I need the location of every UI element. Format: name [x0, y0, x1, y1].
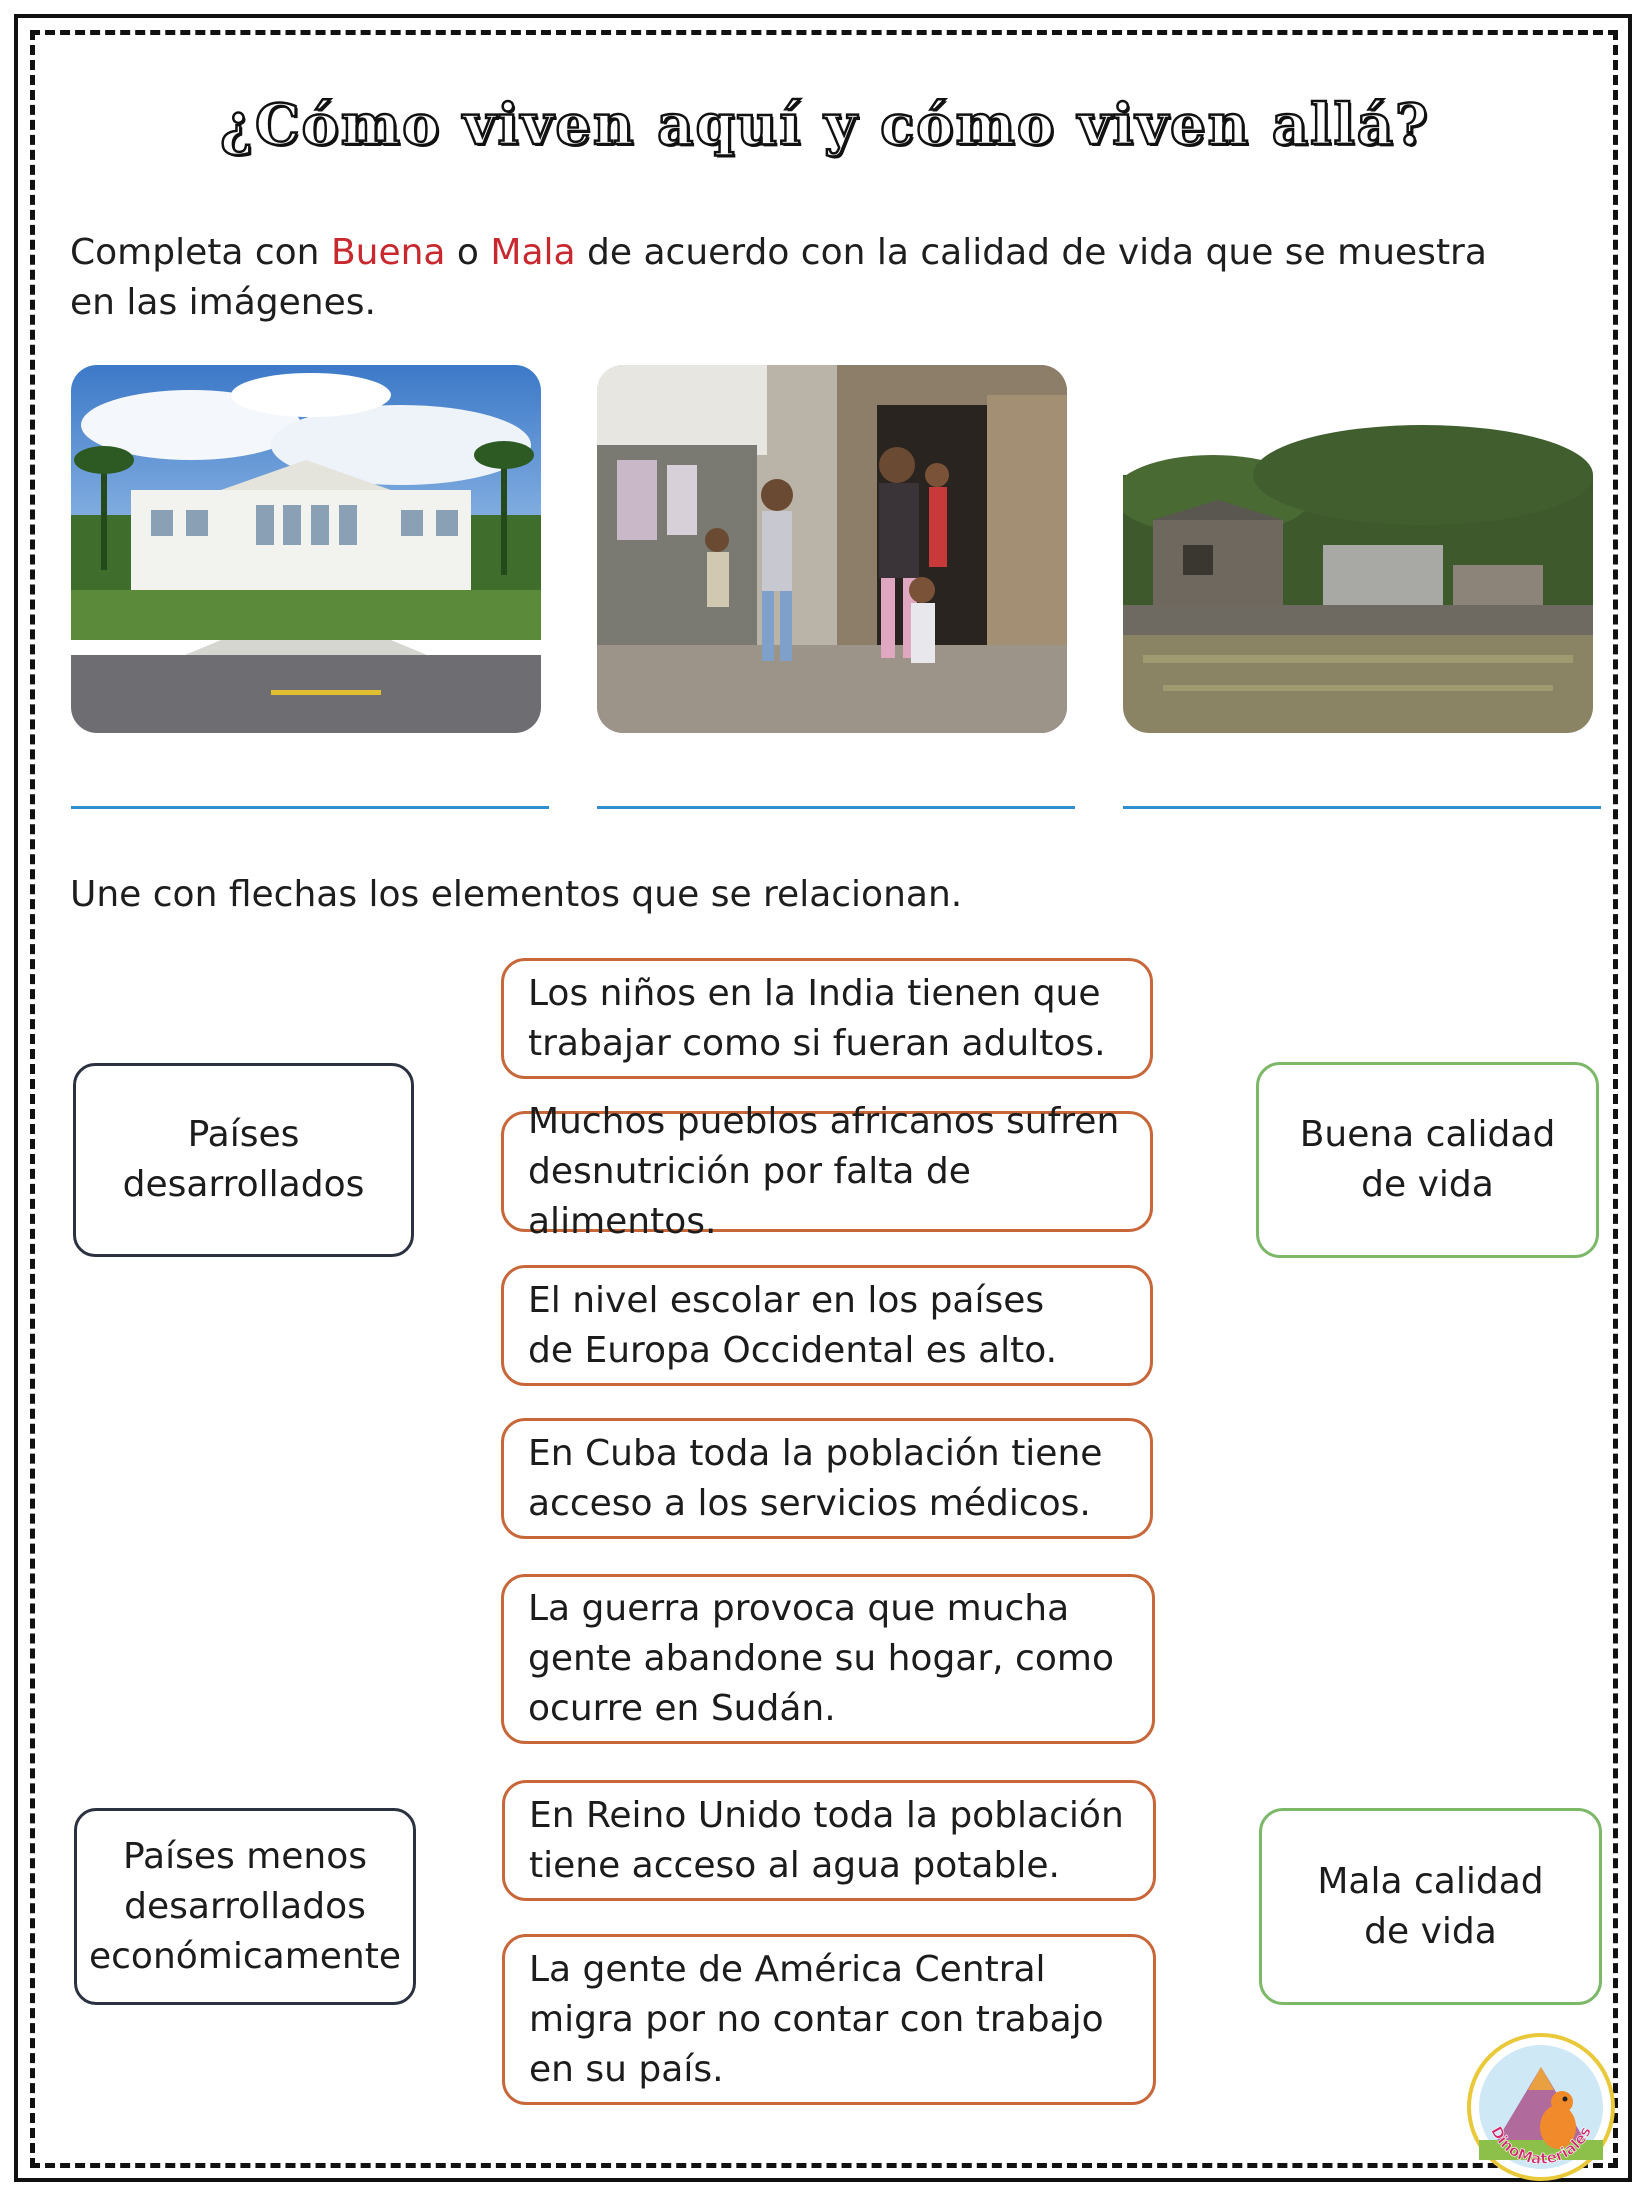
statement-line: En Cuba toda la población tiene [528, 1432, 1103, 1474]
statement-line: migra por no contar con trabajo [529, 1998, 1104, 2040]
statement-line: ocurre en Sudán. [528, 1688, 836, 1729]
answer-line-1[interactable] [71, 806, 549, 809]
statement-line: trabajar como si fueran adultos. [528, 1022, 1106, 1064]
answer-line-2[interactable] [597, 806, 1075, 809]
statement-line: La gente de América Central [529, 1948, 1046, 1990]
statement-box-5[interactable] [501, 1574, 1155, 1744]
statement-box-1[interactable] [501, 958, 1153, 1079]
instruction-text: Completa con [70, 232, 331, 273]
logo-text: DinoMateriales [1487, 2123, 1595, 2168]
statement-line: Los niños en la India tienen que [528, 972, 1101, 1014]
box-text-line: Países [187, 1114, 300, 1155]
box-text-line: de vida [1361, 1164, 1494, 1205]
dinomateriales-logo [1466, 2032, 1616, 2182]
right-box-good-quality[interactable] [1256, 1062, 1599, 1258]
instruction-text: o [445, 232, 491, 273]
statement-box-4[interactable] [501, 1418, 1153, 1539]
photo-rural-shacks [1123, 365, 1593, 733]
statement-line: de Europa Occidental es alto. [528, 1329, 1058, 1371]
box-text-line: económicamente [88, 1935, 402, 1977]
answer-line-3[interactable] [1123, 806, 1601, 809]
statement-line: gente abandone su hogar, como [528, 1638, 1114, 1679]
instruction-text: en las imágenes. [70, 282, 376, 323]
left-box-less-developed[interactable] [74, 1808, 416, 2005]
statement-box-2[interactable] [501, 1100, 1153, 1242]
box-text-line: Mala calidad [1317, 1860, 1544, 1902]
worksheet-title: ¿Cómo viven aquí y cómo viven allá? [220, 92, 1430, 158]
statement-line: En Reino Unido toda la población [529, 1794, 1124, 1836]
right-box-bad-quality[interactable] [1259, 1808, 1602, 2005]
photo-shanty-people [597, 365, 1067, 733]
statement-box-7[interactable] [502, 1934, 1156, 2105]
statement-line: en su país. [529, 2048, 724, 2090]
statement-line: desnutrición por falta de alimentos. [528, 1150, 971, 1242]
statement-line: tiene acceso al agua potable. [529, 1844, 1060, 1886]
instruction-text: de acuerdo con la calidad de vida que se muestra [575, 232, 1487, 273]
statement-line: El nivel escolar en los países [528, 1279, 1045, 1321]
photo-mansion [71, 365, 541, 733]
statement-line: Muchos pueblos africanos sufren [528, 1100, 1120, 1142]
box-text-line: desarrollados [122, 1164, 365, 1205]
box-text-line: de vida [1364, 1910, 1497, 1952]
statement-line: La guerra provoca que mucha [528, 1588, 1070, 1629]
statement-line: acceso a los servicios médicos. [528, 1482, 1091, 1524]
word-buena: Buena [330, 232, 446, 273]
statement-box-3[interactable] [501, 1265, 1153, 1386]
statement-box-6[interactable] [502, 1780, 1156, 1901]
box-text-line: Países menos [122, 1835, 368, 1877]
instruction-match: Une con flechas los elementos que se relacionan. [70, 874, 963, 915]
box-text-line: Buena calidad [1299, 1114, 1556, 1155]
word-mala: Mala [490, 232, 576, 273]
box-text-line: desarrollados [124, 1885, 366, 1927]
instruction-complete [70, 228, 1487, 328]
left-box-developed[interactable] [73, 1063, 414, 1257]
